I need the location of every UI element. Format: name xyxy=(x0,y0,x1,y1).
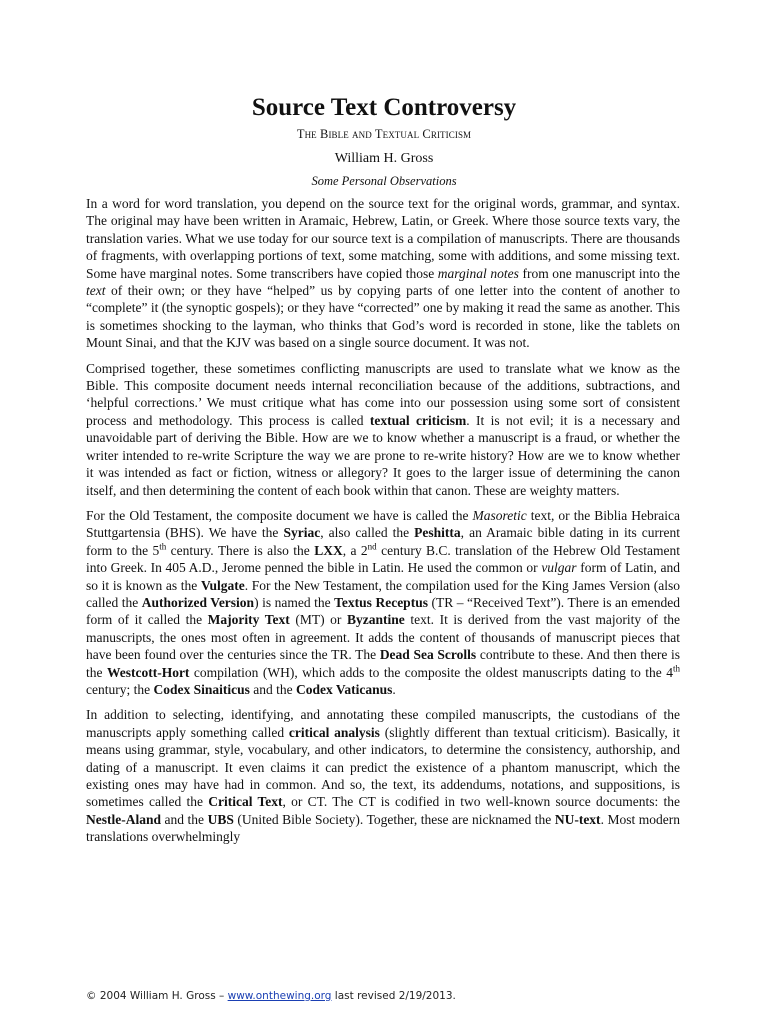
text-segment: , a 2 xyxy=(342,542,368,558)
text-segment: ) is named the xyxy=(254,594,335,610)
text-segment: Peshitta xyxy=(414,525,461,541)
text-segment: Authorized Version xyxy=(141,594,255,610)
text-segment: text, or the Biblia Hebraica Stuttgartensia (BHS). We have the xyxy=(86,507,680,541)
page-subtitle: The Bible and Textual Criticism xyxy=(296,127,472,141)
text-segment: Syriac xyxy=(283,525,321,541)
text-segment: Codex Vaticanus xyxy=(296,681,393,697)
text-segment: vulgar xyxy=(541,560,577,576)
text-segment: Byzantine xyxy=(347,612,405,628)
text-segment: , or CT. The CT is codified in two well-known source documents: the xyxy=(282,794,680,810)
page-title: Source Text Controversy xyxy=(251,94,517,121)
text-segment: th xyxy=(673,663,681,674)
text-segment: UBS xyxy=(207,811,234,827)
paragraph-3 xyxy=(86,507,680,698)
text-segment: NU-text xyxy=(554,811,601,827)
text-segment: Westcott-Hort xyxy=(106,664,190,680)
text-segment: (TR – “Received Text”). There is an emended form of it called the xyxy=(86,594,680,628)
paragraph-1 xyxy=(86,195,680,352)
text-segment: Textus Receptus xyxy=(334,594,428,610)
text-segment: century B.C. translation of the Hebrew Old Testament into Greek. In 405 A.D., Jerome penned the bible in Latin. He used the common or xyxy=(86,542,680,576)
author-name: William H. Gross xyxy=(334,151,434,166)
text-segment: Masoretic xyxy=(472,507,527,523)
text-segment: . Most modern translations overwhelmingly xyxy=(86,811,680,845)
text-segment: Comprised together, these sometimes conflicting manuscripts are used to translate what we know as the Bible. This composite document needs internal reconciliation because of the additions, subtractions, and ‘helpful corrections.’ We must critique what has come into our possession using some sort of consistent process and methodology. This process is called xyxy=(86,360,680,428)
page-footer xyxy=(86,990,686,1002)
text-segment: (MT) or xyxy=(289,612,348,628)
text-segment: Codex Sinaiticus xyxy=(153,681,250,697)
text-segment: text xyxy=(86,283,106,299)
text-segment: . xyxy=(392,681,396,697)
text-segment: century; the xyxy=(86,681,154,697)
text-segment: from one manuscript into the xyxy=(518,265,681,281)
text-segment: Majority Text xyxy=(207,612,290,628)
text-segment: contribute to these. And then there is the xyxy=(86,647,680,680)
tagline: Some Personal Observations xyxy=(311,174,457,188)
text-segment: (slightly different than textual criticism). Basically, it means using grammar, style, vocabulary, and other indicators, to determine the consistency, authorship, and dating of a manuscript. It even claims it can predict the existence of a phantom manuscript, which the existing ones may have had in common. And so, the text, its addendums, notations, and suppositions, is sometimes called the xyxy=(86,724,680,810)
revision-date: last revised 2/19/2013. xyxy=(331,990,456,1002)
text-segment: and the xyxy=(249,681,297,697)
text-segment: Vulgate xyxy=(200,577,245,593)
paragraph-4 xyxy=(86,706,680,845)
text-segment: , also called the xyxy=(320,525,415,541)
text-segment: . For the New Testament, the compilation used for the King James Version (also called the xyxy=(86,577,680,610)
body-text xyxy=(86,195,680,854)
text-segment: In a word for word translation, you depend on the source text for the original words, grammar, and syntax. The original may have been written in Aramaic, Hebrew, Latin, or Greek. Where those source texts vary, the translation varies. What we use today for our source text is a compilation of manuscripts. There are thousands of fragments, with overlapping portions of text, some matching, some with additions, and some missing text. Some have marginal notes. Some transcribers have copied those xyxy=(86,196,680,281)
text-segment: of their own; or they have “helped” us by copying parts of one letter into the content of another to “complete” it (the synoptic gospels); or they have “corrected” one by making it read the same as another. This is sometimes shocking to the layman, who thinks that God’s word is recorded in stone, like the tablets on Mount Sinai, and that the KJV was based on a single source document. It was not. xyxy=(86,283,680,351)
text-segment: compilation (WH), which adds to the composite the oldest manuscripts dating to the 4 xyxy=(189,664,673,680)
text-segment: Dead Sea Scrolls xyxy=(379,647,477,663)
text-segment: form of Latin, and so it is known as the xyxy=(86,560,680,593)
text-segment: text. It is derived from the vast majority of the manuscripts, the ones most often in agreement. It adds the content of thousands of manuscript pieces that have been found over the centuries since the TR. The xyxy=(86,612,680,663)
website-link[interactable]: www.onthewing.org xyxy=(227,990,332,1002)
copyright-text: © 2004 William H. Gross – xyxy=(86,990,228,1002)
text-segment: Critical Text xyxy=(208,794,283,810)
text-segment: th xyxy=(159,541,167,552)
text-segment: (United Bible Society). Together, these are nicknamed the xyxy=(233,811,555,827)
text-segment: In addition to selecting, identifying, and annotating these compiled manuscripts, the custodians of the manuscripts apply something called xyxy=(86,707,680,740)
text-segment: LXX xyxy=(314,542,343,558)
text-segment: nd xyxy=(367,541,377,552)
text-segment: textual criticism xyxy=(369,412,467,428)
text-segment: . It is not evil; it is a necessary and unavoidable part of deriving the Bible. How are we to know whether a manuscript is a fraud, or whether the writer intended to re-write Scripture the way we are prone to re-write history? How are we to know whether it was intended as fact or fiction, witness or allegory? It goes to the larger issue of determining the canon itself, and then determining the content of each book within that canon. These are weighty matters. xyxy=(86,412,680,498)
text-segment: marginal notes xyxy=(437,265,519,281)
paragraph-2 xyxy=(86,360,680,499)
text-segment: century. There is also the xyxy=(166,542,315,558)
text-segment: For the Old Testament, the composite document we have is called the xyxy=(86,507,473,523)
text-segment: and the xyxy=(161,811,208,827)
text-segment: critical analysis xyxy=(288,724,380,740)
text-segment: , an Aramaic bible dating in its current form to the 5 xyxy=(86,525,680,558)
text-segment: Nestle-Aland xyxy=(86,811,161,827)
